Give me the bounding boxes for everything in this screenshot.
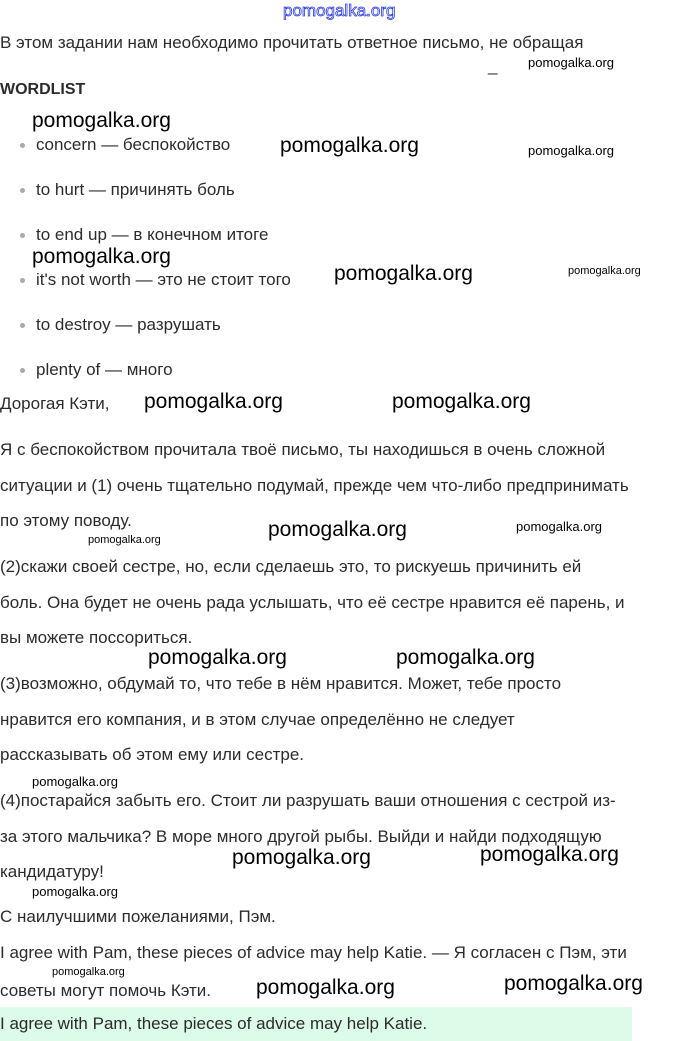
watermark: pomogalka.org [504, 972, 643, 995]
watermark: pomogalka.org [516, 519, 602, 534]
letter-line: рассказывать об этом ему или сестре. [0, 745, 305, 764]
bullet [20, 233, 25, 238]
letter-line: за этого мальчика? В море много другой рыбы. Выйди и найди подходящую [0, 827, 602, 846]
watermark: pomogalka.org [144, 390, 283, 413]
letter-line: нравится его компания, и в этом случае определённо не следует [0, 710, 515, 729]
wordlist-item: concern — беспокойство [36, 135, 231, 154]
watermark-top: pomogalka.org [283, 1, 396, 20]
watermark: pomogalka.org [256, 976, 395, 999]
watermark: pomogalka.org [52, 966, 125, 978]
letter-line: (4)постарайся забыть его. Стоит ли разрушать ваши отношения с сестрой из- [0, 791, 616, 810]
watermark: pomogalka.org [32, 109, 171, 132]
watermark: pomogalka.org [232, 846, 371, 869]
watermark: pomogalka.org [148, 646, 287, 669]
letter-line: ситуации и (1) очень тщательно подумай, прежде чем что-либо предпринимать [0, 476, 629, 495]
letter-closing: С наилучшими пожеланиями, Пэм. [0, 907, 276, 926]
answer-line: I agree with Pam, these pieces of advice may help Katie. — Я согласен с Пэм, эти [0, 943, 627, 962]
watermark: pomogalka.org [280, 134, 419, 157]
watermark: pomogalka.org [32, 774, 118, 789]
letter-line: (2)скажи своей сестре, но, если сделаешь это, то рискуешь причинить ей [0, 557, 582, 576]
letter-line: кандидатуру! [0, 862, 104, 881]
watermark: pomogalka.org [334, 262, 473, 285]
watermark: pomogalka.org [480, 843, 619, 866]
watermark: pomogalka.org [396, 646, 535, 669]
bullet [20, 368, 25, 373]
letter-line: боль. Она будет не очень рада услышать, что её сестре нравится её парень, и [0, 593, 625, 612]
wordlist-item: plenty of — много [36, 360, 173, 379]
letter-line: Я с беспокойством прочитала твоё письмо, ты находишься в очень сложной [0, 440, 606, 459]
intro-text: В этом задании нам необходимо прочитать ответное письмо, не обращая [0, 33, 584, 52]
wordlist-item: it's not worth — это не стоит того [36, 270, 291, 289]
highlighted-answer: I agree with Pam, these pieces of advice may help Katie. [0, 1014, 428, 1033]
bullet [20, 188, 25, 193]
wordlist-item: to end up — в конечном итоге [36, 225, 269, 244]
letter-line: по этому поводу. [0, 511, 132, 530]
watermark: pomogalka.org [568, 265, 641, 277]
wordlist-title: WORDLIST [0, 81, 86, 98]
wordlist-item: to destroy — разрушать [36, 315, 221, 334]
answer-line: советы могут помочь Кэти. [0, 981, 212, 1000]
bullet [20, 143, 25, 148]
watermark: pomogalka.org [88, 534, 161, 546]
watermark: pomogalka.org [32, 245, 171, 268]
watermark: pomogalka.org [528, 143, 614, 158]
letter-greeting: Дорогая Кэти, [0, 394, 110, 413]
watermark: pomogalka.org [268, 518, 407, 541]
letter-line: вы можете поссориться. [0, 628, 193, 647]
wordlist-item: to hurt — причинять боль [36, 180, 235, 199]
watermark: pomogalka.org [32, 884, 118, 899]
bullet [20, 278, 25, 283]
letter-line: (3)возможно, обдумай то, что тебе в нём нравится. Может, тебе просто [0, 674, 562, 693]
watermark: pomogalka.org [528, 55, 614, 70]
watermark: pomogalka.org [392, 390, 531, 413]
underscore: _ [488, 56, 498, 75]
bullet [20, 323, 25, 328]
